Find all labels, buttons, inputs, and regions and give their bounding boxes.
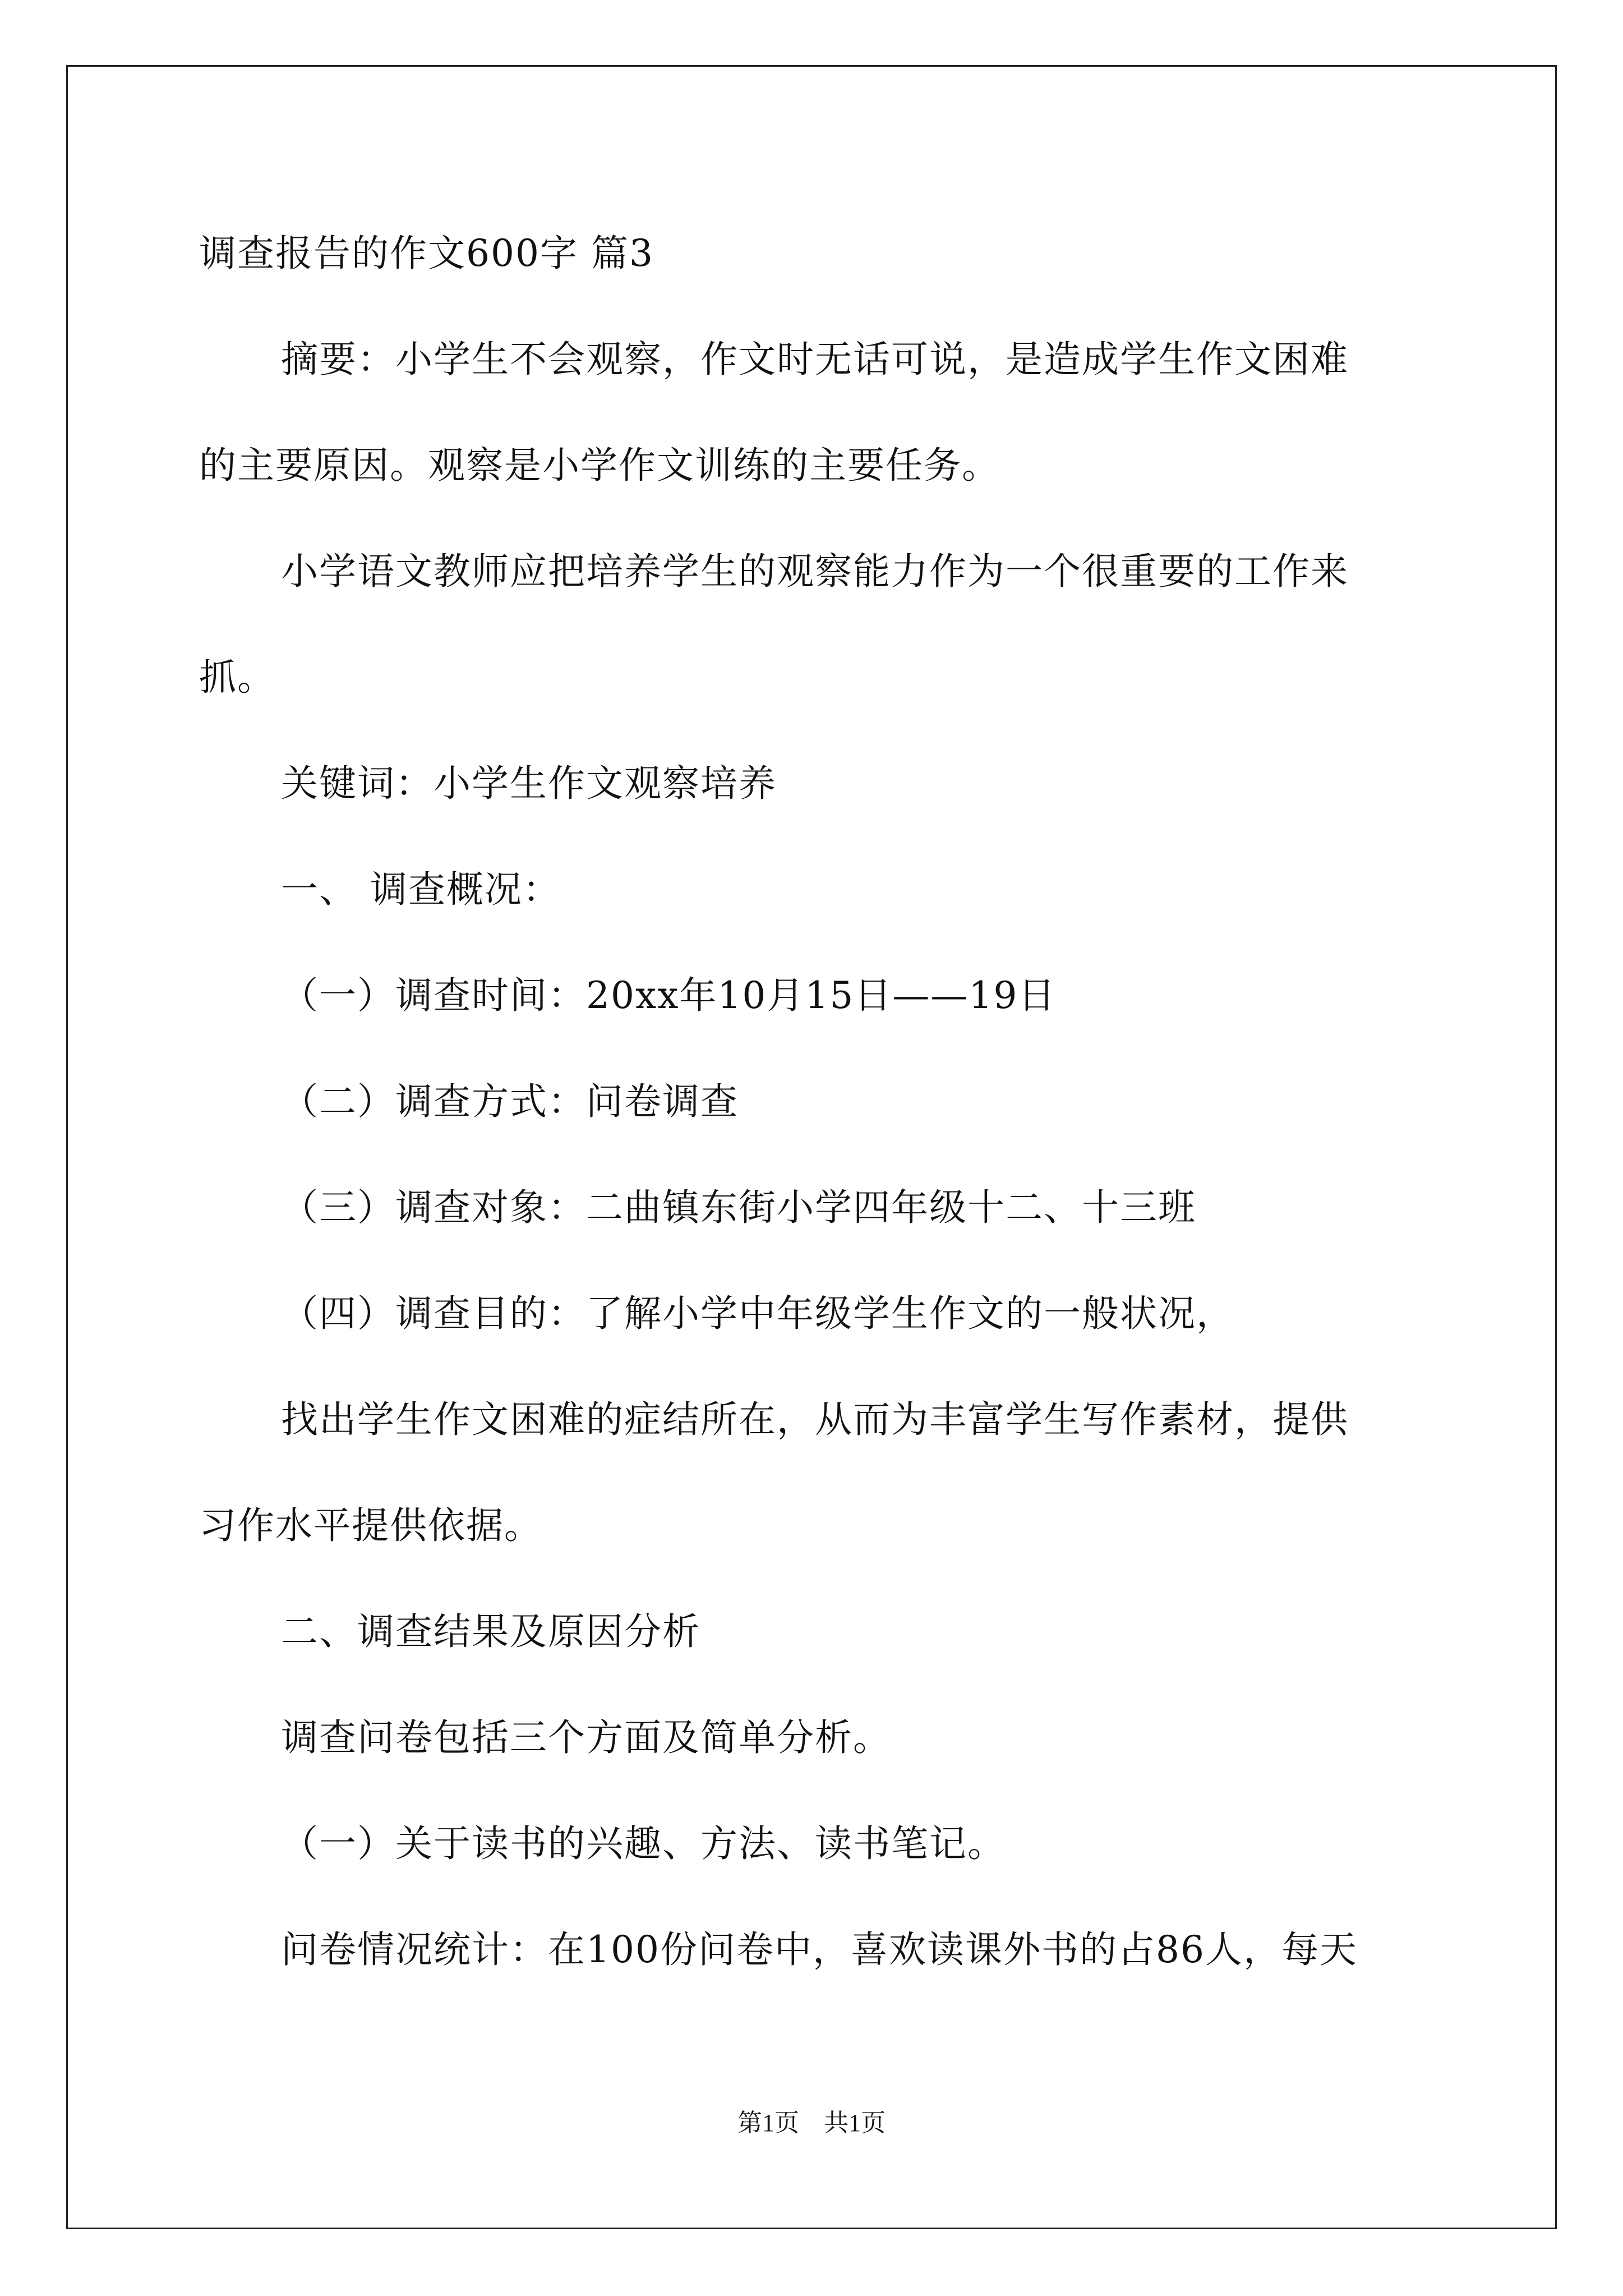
document-title: 调查报告的作文600字 篇3 [199, 232, 654, 275]
paragraph-line: 抓。 [199, 656, 275, 699]
page-number-footer: 第1页 共1页 [737, 2109, 886, 2137]
paragraph-line: 的主要原因。观察是小学作文训练的主要任务。 [199, 444, 1000, 487]
section-heading: 二、调查结果及原因分析 [281, 1610, 700, 1653]
paragraph-line: 摘要：小学生不会观察，作文时无话可说，是造成学生作文困难 [281, 338, 1349, 381]
paragraph-line: 找出学生作文困难的症结所在，从而为丰富学生写作素材，提供 [281, 1398, 1349, 1441]
paragraph-line: （二）调查方式：问卷调查 [281, 1080, 739, 1123]
page-border [66, 65, 1557, 2229]
paragraph-line: 小学语文教师应把培养学生的观察能力作为一个很重要的工作来 [281, 550, 1349, 593]
paragraph-line: 问卷情况统计：在100份问卷中，喜欢读课外书的占86人，每天 [281, 1928, 1358, 1971]
paragraph-line: （四）调查目的：了解小学中年级学生作文的一般状况， [281, 1292, 1234, 1335]
paragraph-line: （一）关于读书的兴趣、方法、读书笔记。 [281, 1822, 1006, 1865]
paragraph-line: （三）调查对象：二曲镇东街小学四年级十二、十三班 [281, 1186, 1196, 1229]
paragraph-line: 关键词：小学生作文观察培养 [281, 762, 777, 805]
section-heading: 一、 调查概况： [281, 868, 561, 911]
paragraph-line: 习作水平提供依据。 [199, 1504, 542, 1547]
paragraph-line: 调查问卷包括三个方面及简单分析。 [281, 1716, 891, 1759]
paragraph-line: （一）调查时间：20xx年10月15日——19日 [281, 974, 1057, 1017]
